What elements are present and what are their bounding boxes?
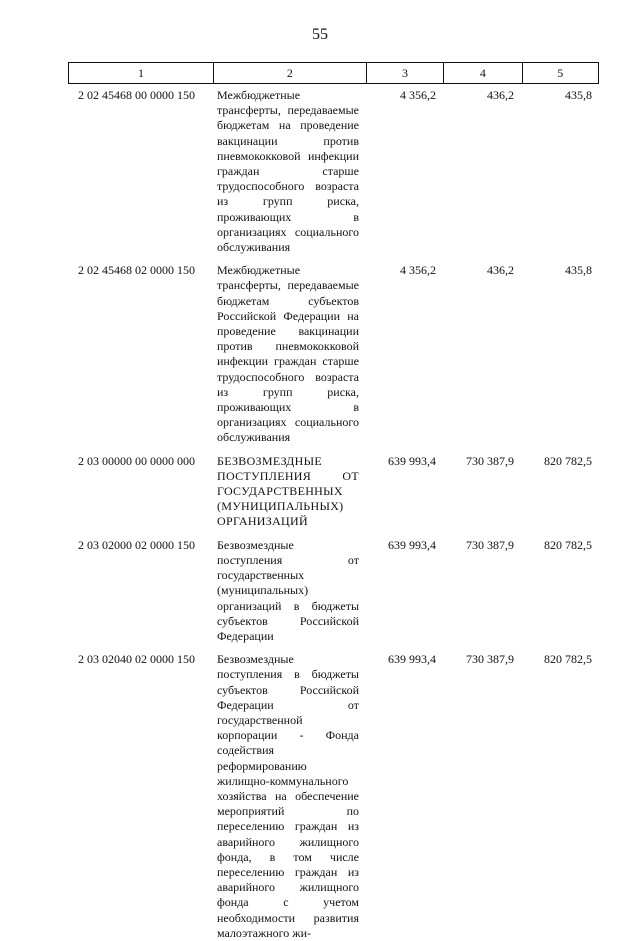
name-cell: Безвозмездные поступления от государственных (муниципальных) организаций в бюджеты субъектов Российской Федерации xyxy=(217,537,359,643)
header-cell: 4 xyxy=(444,63,522,83)
code-cell: 2 03 02040 02 0000 150 xyxy=(78,652,195,667)
value-cell-col3: 639 993,4 xyxy=(388,652,436,667)
header-cell: 5 xyxy=(557,66,564,80)
value-cell-col5: 435,8 xyxy=(565,88,592,102)
name-cell: БЕЗВОЗМЕЗДНЫЕ ПОСТУПЛЕНИЯ ОТ ГОСУДАРСТВЕННЫХ (МУНИЦИПАЛЬНЫХ) ОРГАНИЗАЦИЙ xyxy=(217,453,359,529)
value-cell-col4: 436,2 xyxy=(487,88,514,102)
name-cell: Межбюджетные трансферты, передаваемые бюджетам субъектов Российской Федерации на проведение вакцинации против пневмококковой инфекции граждан старше трудоспособного возраста из групп риска, проживающих в организациях социального обслуживания xyxy=(217,263,359,445)
header-cell: 1 xyxy=(69,63,214,83)
code-cell: 2 03 02000 02 0000 150 xyxy=(78,537,195,552)
value-cell-col5: 820 782,5 xyxy=(544,453,592,468)
table-row xyxy=(68,88,599,255)
budget-table xyxy=(68,62,599,941)
value-cell-col5: 820 782,5 xyxy=(544,652,592,667)
value-cell-col5: 435,8 xyxy=(565,263,592,278)
table-header xyxy=(68,62,599,84)
table-row xyxy=(68,454,599,530)
name-cell: Безвозмездные поступления в бюджеты субъектов Российской Федерации от государственной корпорации - Фонда содействия реформированию жилищно-коммунального хозяйства на обеспечение мероприятий по переселению граждан из аварийного жилищного фонда, в том числе переселению граждан из аварийного жилищного фонда с учетом необходимости развития малоэтажного жи- xyxy=(217,652,359,940)
value-cell-col3: 4 356,2 xyxy=(400,263,436,278)
page-number: 55 xyxy=(312,26,328,43)
value-cell-col3: 639 993,4 xyxy=(388,537,436,552)
value-cell-col5: 820 782,5 xyxy=(544,537,592,552)
code-cell: 2 02 45468 00 0000 150 xyxy=(78,88,195,102)
value-cell-col4: 730 387,9 xyxy=(466,537,514,552)
value-cell-col3: 4 356,2 xyxy=(400,88,436,102)
header-cell: 2 xyxy=(214,63,367,83)
value-cell-col4: 730 387,9 xyxy=(466,652,514,667)
value-cell-col4: 436,2 xyxy=(487,263,514,278)
value-cell-col4: 730 387,9 xyxy=(466,453,514,468)
value-cell-col3: 639 993,4 xyxy=(388,453,436,468)
table-row xyxy=(68,538,599,644)
code-cell: 2 02 45468 02 0000 150 xyxy=(78,263,195,278)
code-cell: 2 03 00000 00 0000 000 xyxy=(78,453,195,468)
name-cell: Межбюджетные трансферты, передаваемые бюджетам на проведение вакцинации против пневмококковой инфекции граждан старше трудоспособного возраста из групп риска, проживающих в организациях социального обслуживания xyxy=(217,88,359,255)
table-row xyxy=(68,652,599,941)
table-row xyxy=(68,263,599,445)
header-cell: 3 xyxy=(367,63,444,83)
